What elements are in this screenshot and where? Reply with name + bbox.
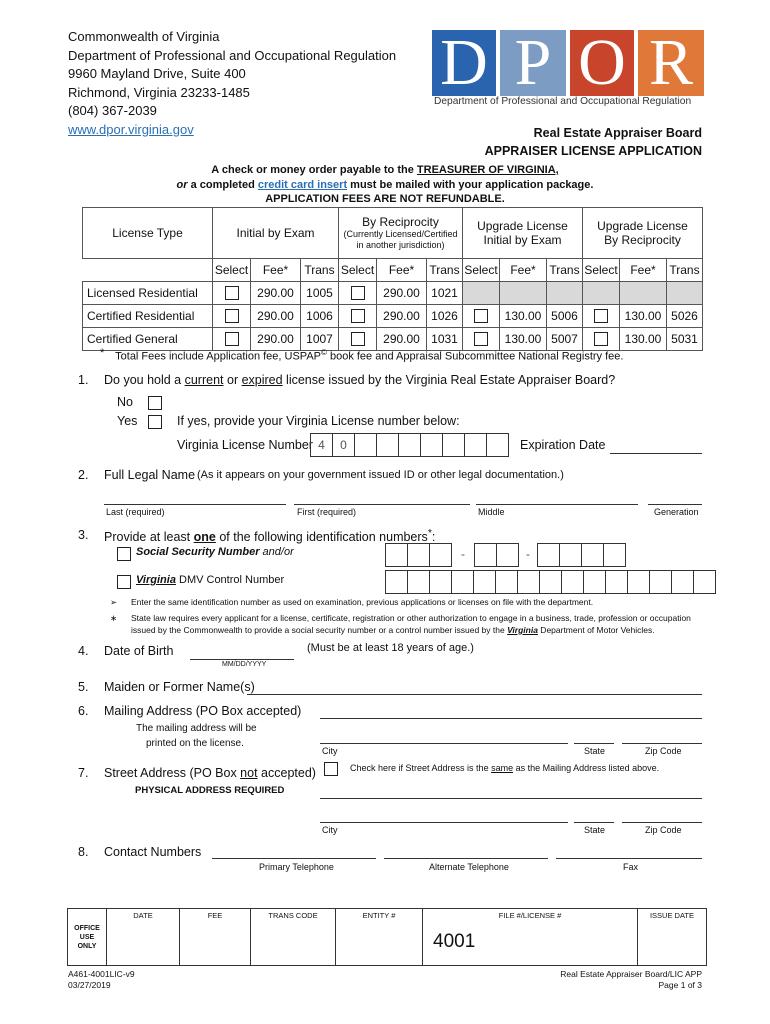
street-state-caption: State — [584, 825, 606, 835]
select-checkbox[interactable] — [594, 332, 608, 346]
agency-phone: (804) 367-2039 — [68, 103, 157, 118]
dmv-box — [407, 570, 430, 594]
street-zip-caption: Zip Code — [645, 825, 682, 835]
same-address-text-2: as the Mailing Address listed above. — [513, 763, 660, 773]
fee-cell: 290.00 — [251, 282, 301, 305]
page-number: Page 1 of 3 — [658, 980, 702, 990]
sub-trans: Trans — [427, 259, 463, 282]
dmv-box — [583, 570, 606, 594]
reciprocity-sublabel: (Currently Licensed/Certified in another jurisdiction) — [343, 229, 458, 250]
q1-no-label: No — [117, 395, 133, 409]
same-address-checkbox[interactable] — [324, 762, 338, 776]
select-cell — [339, 305, 377, 328]
license-number-input[interactable] — [310, 433, 508, 457]
select-cell — [583, 305, 620, 328]
ssn-box — [537, 543, 560, 567]
q1-no-checkbox[interactable] — [148, 396, 162, 410]
q5-question: Maiden or Former Name(s) — [104, 680, 255, 694]
q7-text-2: accepted) — [257, 766, 316, 780]
id-note-2 — [131, 612, 706, 636]
last-name-caption: Last (required) — [106, 507, 165, 517]
same-address-label — [350, 763, 659, 773]
mailing-zip-caption: Zip Code — [645, 746, 682, 756]
dmv-box — [693, 570, 716, 594]
agency-address — [68, 28, 396, 139]
q1-text-2: or — [223, 373, 242, 387]
id-note-2-end: Department of Motor Vehicles. — [537, 625, 655, 635]
id-note-1: Enter the same identification number as used on examination, previous applications or licenses on file with the department. — [131, 597, 594, 607]
dmv-box — [539, 570, 562, 594]
sub-trans: Trans — [667, 259, 703, 282]
primary-phone-caption: Primary Telephone — [259, 862, 334, 872]
office-file-cell — [423, 909, 638, 966]
office-label-1: OFFICE — [74, 924, 100, 932]
former-name-field[interactable] — [247, 694, 702, 695]
digit-box — [420, 433, 443, 457]
ssn-label — [136, 546, 294, 558]
dmv-input[interactable] — [385, 570, 715, 594]
notice-text-2: a completed — [187, 178, 258, 191]
logo-letter-p: P — [514, 30, 552, 99]
footnote-star: * — [100, 346, 105, 359]
dmv-box — [517, 570, 540, 594]
addr-line-3: 9960 Mayland Drive, Suite 400 — [68, 66, 246, 81]
notice-text-3: must be mailed with your application package. — [347, 178, 594, 191]
addr-line-4: Richmond, Virginia 23233-1485 — [68, 84, 250, 100]
ssn-input[interactable] — [385, 543, 625, 567]
addr-line-2: Department of Professional and Occupational Regulation — [68, 47, 397, 63]
street-state-field[interactable] — [574, 822, 614, 823]
unavailable-cell — [667, 282, 703, 305]
primary-phone-field[interactable] — [212, 858, 376, 859]
treasurer-text: TREASURER OF VIRGINIA, — [416, 164, 559, 176]
fee-cell: 290.00 — [377, 282, 427, 305]
sub-trans: Trans — [301, 259, 339, 282]
digit-box — [398, 433, 421, 457]
footnote-text: Total Fees include Application fee, USPAP — [115, 350, 321, 363]
select-checkbox[interactable] — [594, 309, 608, 323]
select-checkbox[interactable] — [225, 309, 239, 323]
trans-cell: 1006 — [301, 305, 339, 328]
ssn-box — [496, 543, 519, 567]
dmv-box — [429, 570, 452, 594]
street-city-caption: City — [322, 825, 338, 835]
q3-question — [104, 528, 435, 544]
q1-current: current — [184, 373, 224, 387]
virginia-text: Virginia — [136, 574, 176, 586]
dob-field[interactable] — [190, 659, 294, 660]
asterisk-icon: ∗ — [110, 613, 118, 623]
trans-cell: 1007 — [301, 328, 339, 351]
ssn-box — [603, 543, 626, 567]
office-use-label — [68, 909, 107, 966]
header-initial-exam: Initial by Exam — [213, 208, 339, 259]
mailing-city-field[interactable] — [320, 743, 568, 744]
mailing-address-field[interactable] — [320, 718, 702, 719]
middle-name-caption: Middle — [478, 507, 505, 517]
q2-hint: (As it appears on your government issued ID or other legal documentation.) — [197, 469, 564, 481]
ssn-box — [429, 543, 452, 567]
form-title: APPRAISER LICENSE APPLICATION — [484, 144, 702, 158]
board-name: Real Estate Appraiser Board — [533, 126, 702, 140]
trans-cell: 5026 — [667, 305, 703, 328]
q7-number: 7. — [78, 766, 89, 780]
footer-left — [68, 969, 135, 991]
trans-cell: 5007 — [547, 328, 583, 351]
digit-box: 4 — [310, 433, 333, 457]
office-fee-cell: FEE — [180, 909, 251, 966]
ssn-box — [385, 543, 408, 567]
last-name-field[interactable] — [104, 504, 286, 505]
ssn-box — [559, 543, 582, 567]
trans-cell: 1026 — [427, 305, 463, 328]
mailing-note — [136, 721, 257, 751]
trans-cell: 1031 — [427, 328, 463, 351]
logo-letter-d: D — [440, 30, 488, 99]
fee-cell: 290.00 — [251, 328, 301, 351]
select-cell — [213, 282, 251, 305]
q8-question: Contact Numbers — [104, 845, 202, 859]
office-date-cell: DATE — [107, 909, 180, 966]
dmv-box — [495, 570, 518, 594]
dob-format: MM/DD/YYYY — [222, 661, 267, 668]
office-entity-cell: ENTITY # — [336, 909, 423, 966]
fax-field[interactable] — [556, 858, 702, 859]
mailing-note-1: The mailing address will be — [136, 723, 257, 734]
q7-text: Street Address (PO Box — [104, 766, 241, 780]
fee-cell: 290.00 — [251, 305, 301, 328]
trans-cell: 1021 — [427, 282, 463, 305]
dmv-box — [605, 570, 628, 594]
select-checkbox[interactable] — [351, 286, 365, 300]
form-date: 03/27/2019 — [68, 980, 111, 990]
mailing-city-caption: City — [322, 746, 338, 756]
fee-cell: 130.00 — [500, 305, 547, 328]
fax-caption: Fax — [623, 862, 639, 872]
q2-number: 2. — [78, 468, 89, 482]
footer-board: Real Estate Appraiser Board/LIC APP — [560, 969, 702, 979]
office-file-label: FILE #/LICENSE # — [498, 911, 562, 920]
dmv-box — [671, 570, 694, 594]
dmv-box — [385, 570, 408, 594]
logo-letter-r: R — [648, 30, 694, 99]
fee-cell: 130.00 — [500, 328, 547, 351]
sub-select: Select — [213, 259, 251, 282]
q4-number: 4. — [78, 644, 89, 658]
office-code: 4001 — [433, 931, 476, 952]
agency-website-link[interactable]: www.dpor.virginia.gov — [68, 121, 194, 137]
ssn-box — [474, 543, 497, 567]
sub-fee: Fee* — [377, 259, 427, 282]
select-checkbox[interactable] — [474, 309, 488, 323]
blank-cell — [83, 259, 213, 282]
q7-not: not — [240, 766, 258, 780]
addr-line-1: Commonwealth of Virginia — [68, 29, 220, 44]
license-number-label: Virginia License Number — [177, 438, 313, 452]
unavailable-cell — [620, 282, 667, 305]
fee-cell: 290.00 — [377, 305, 427, 328]
unavailable-cell — [500, 282, 547, 305]
select-checkbox[interactable] — [351, 309, 365, 323]
digit-box — [376, 433, 399, 457]
notice-or: or — [176, 178, 188, 191]
dmv-box — [627, 570, 650, 594]
same-address-text: Check here if Street Address is the — [350, 763, 492, 773]
street-zip-field[interactable] — [622, 822, 702, 823]
dmv-box — [561, 570, 584, 594]
dmv-box — [649, 570, 672, 594]
reciprocity-label: By Reciprocity — [362, 215, 439, 229]
q1-if-yes: If yes, provide your Virginia License number below: — [177, 414, 460, 428]
digit-box: 0 — [332, 433, 355, 457]
q1-question — [104, 373, 615, 387]
dmv-box — [451, 570, 474, 594]
ssn-checkbox[interactable] — [117, 547, 131, 561]
table-row — [83, 282, 703, 305]
select-cell — [213, 305, 251, 328]
dmv-label — [136, 574, 284, 586]
office-trans-cell: TRANS CODE — [251, 909, 336, 966]
select-checkbox[interactable] — [225, 332, 239, 346]
q5-number: 5. — [78, 680, 89, 694]
unavailable-cell — [547, 282, 583, 305]
mailing-note-2: printed on the license. — [146, 738, 244, 749]
q3-colon: : — [431, 530, 436, 545]
footnote-text-end: book fee and Appraisal Subcommittee National Registry fee. — [326, 350, 624, 363]
expiration-label: Expiration Date — [520, 438, 606, 452]
select-checkbox[interactable] — [474, 332, 488, 346]
trans-cell: 5006 — [547, 305, 583, 328]
sub-fee: Fee* — [500, 259, 547, 282]
q2-question: Full Legal Name — [104, 468, 196, 482]
trans-cell: 1005 — [301, 282, 339, 305]
trans-cell: 5031 — [667, 328, 703, 351]
id-note-2-virginia: Virginia — [507, 625, 538, 635]
q3-one: one — [193, 530, 216, 545]
logo-letter-o: O — [578, 30, 626, 99]
q1-text-3: license issued by the Virginia Real Estate Appraiser Board? — [282, 373, 616, 387]
q3-text: Provide at least — [104, 530, 194, 545]
fee-cell: 290.00 — [377, 328, 427, 351]
ssn-dash: - — [526, 547, 530, 561]
table-row — [83, 305, 703, 328]
alternate-phone-caption: Alternate Telephone — [429, 862, 509, 872]
sub-select: Select — [463, 259, 500, 282]
q1-text: Do you hold a — [104, 373, 185, 387]
id-note-2-text: State law requires every applicant for a license, certificate, registration or other authorization to engage in a business, trade, profession or occupation issued by the Commonwealth to provide a social security number or a control number issued by the — [131, 613, 691, 635]
select-checkbox[interactable] — [351, 332, 365, 346]
q6-question: Mailing Address (PO Box accepted) — [104, 704, 302, 718]
q3-number: 3. — [78, 528, 89, 542]
generation-caption: Generation — [654, 507, 699, 517]
digit-box — [442, 433, 465, 457]
office-label-3: ONLY — [77, 942, 97, 950]
fee-cell: 130.00 — [620, 305, 667, 328]
form-heading — [485, 124, 702, 160]
andor-text: and/or — [259, 546, 294, 558]
expiration-field[interactable] — [610, 453, 702, 454]
q1-yes-label: Yes — [117, 414, 138, 428]
office-label-2: USE — [79, 933, 95, 941]
header-upgrade-exam: Upgrade License Initial by Exam — [463, 208, 583, 259]
footer-right — [560, 969, 702, 991]
mailing-state-caption: State — [584, 746, 606, 756]
q1-number: 1. — [78, 373, 89, 387]
generation-field[interactable] — [648, 504, 702, 505]
fee-cell: 130.00 — [620, 328, 667, 351]
header-license-type: License Type — [83, 208, 213, 259]
q3-star: * — [427, 528, 432, 539]
copyright-mark: © — [321, 348, 327, 357]
ssn-box — [407, 543, 430, 567]
digit-box — [464, 433, 487, 457]
q8-number: 8. — [78, 845, 89, 859]
physical-address-required: PHYSICAL ADDRESS REQUIRED — [135, 785, 285, 796]
sub-select: Select — [583, 259, 620, 282]
dob-hint: (Must be at least 18 years of age.) — [307, 642, 474, 654]
first-name-field[interactable] — [294, 504, 470, 505]
sub-fee: Fee* — [251, 259, 301, 282]
select-cell — [463, 305, 500, 328]
street-city-field[interactable] — [320, 822, 568, 823]
header-reciprocity — [339, 208, 463, 259]
mailing-zip-field[interactable] — [622, 743, 702, 744]
q1-yes-checkbox[interactable] — [148, 415, 162, 429]
header-upgrade-recip: Upgrade License By Reciprocity — [583, 208, 703, 259]
q6-number: 6. — [78, 704, 89, 718]
payment-notice — [0, 163, 770, 207]
q1-expired: expired — [241, 373, 283, 387]
logo-caption: Department of Professional and Occupational Regulation — [434, 96, 692, 107]
same-text: same — [491, 763, 514, 773]
first-name-caption: First (required) — [297, 507, 357, 517]
middle-name-field[interactable] — [476, 504, 638, 505]
select-cell — [339, 282, 377, 305]
dmv-box — [473, 570, 496, 594]
form-number: A461-4001LIC-v9 — [68, 969, 135, 979]
license-type-cell: Certified Residential — [83, 305, 213, 328]
digit-box — [486, 433, 509, 457]
sub-select: Select — [339, 259, 377, 282]
q3-text-2: of the following identification numbers — [215, 530, 428, 545]
arrow-icon: ➢ — [110, 597, 118, 607]
fee-footnote — [100, 346, 624, 363]
select-checkbox[interactable] — [225, 286, 239, 300]
ssn-box — [581, 543, 604, 567]
sub-fee: Fee* — [620, 259, 667, 282]
office-issue-cell: ISSUE DATE — [638, 909, 707, 966]
ssn-text: Social Security Number — [136, 546, 260, 558]
notice-text: A check or money order payable to the — [211, 164, 417, 176]
non-refundable-notice: APPLICATION FEES ARE NOT REFUNDABLE. — [265, 193, 505, 205]
q4-question: Date of Birth — [104, 644, 174, 658]
alternate-phone-field[interactable] — [384, 858, 548, 859]
unavailable-cell — [583, 282, 620, 305]
license-type-table — [82, 207, 703, 351]
mailing-state-field[interactable] — [574, 743, 614, 744]
credit-card-insert-link[interactable]: credit card insert — [257, 178, 348, 191]
license-type-cell: Licensed Residential — [83, 282, 213, 305]
ssn-dash: - — [461, 547, 465, 561]
sub-trans: Trans — [547, 259, 583, 282]
dmv-text: DMV Control Number — [175, 574, 285, 586]
office-use-table — [67, 908, 707, 966]
q7-question — [104, 766, 316, 780]
license-type-cell: Certified General — [83, 328, 213, 351]
dmv-checkbox[interactable] — [117, 575, 131, 589]
street-address-field[interactable] — [320, 798, 702, 799]
unavailable-cell — [463, 282, 500, 305]
digit-box — [354, 433, 377, 457]
